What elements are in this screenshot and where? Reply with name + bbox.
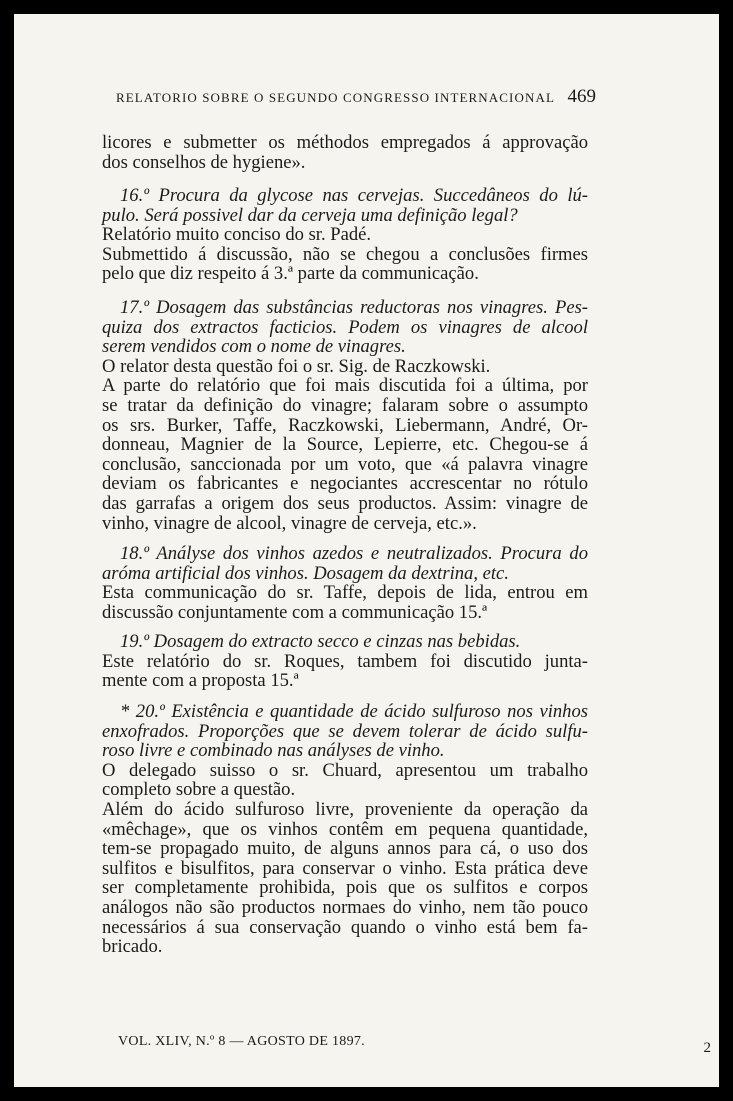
header-title: RELATORIO SOBRE O SEGUNDO CONGRESSO INTERNACIONAL — [116, 90, 555, 105]
text-line: Submettido á discussão, não se chegou a conclusões firmes — [102, 243, 588, 265]
section-17-title-line: quiza dos extractos facticios. Podem os vinagres de alcool — [102, 316, 588, 338]
section-20-title-line: roso livre e combinado nas anályses de vinho. — [102, 740, 445, 762]
text-line: dos conselhos de hygiene». — [102, 151, 306, 173]
section-20-title-line: enxofrados. Proporções que se devem tolerar de ácido sulfu- — [102, 720, 588, 742]
section-18-title-line: 18.º Anályse dos vinhos azedos e neutralizados. Procura do — [120, 543, 588, 564]
section-19-title-line: 19.º Dosagem do extracto secco e cinzas nas bebidas. — [120, 631, 521, 652]
text-line: os srs. Burker, Taffe, Raczkowski, Liebermann, André, Or- — [102, 414, 588, 436]
section-20 — [102, 702, 588, 957]
text-line: sulfitos e bisulfitos, para conservar o vinho. Esta prática deve — [102, 857, 588, 879]
text-line: tem-se propagado muito, de alguns annos para cá, o uso dos — [102, 838, 588, 860]
text-line: necessários á sua conservação quando o vinho está bem fa- — [102, 916, 588, 938]
text-line: Esta communicação do sr. Taffe, depois de lida, entrou em — [102, 582, 588, 604]
text-line: discussão conjuntamente com a communicação 15.ª — [102, 601, 488, 623]
section-16-title-line: pulo. Será possivel dar da cerveja uma definição legal? — [102, 204, 518, 226]
text-line: vinho, vinagre de alcool, vinagre de cerveja, etc.». — [102, 512, 477, 534]
signature-mark: 2 — [703, 1040, 711, 1056]
section-16-title-line: 16.º Procura da glycose nas cervejas. Succedâneos do lú- — [120, 185, 588, 206]
text-line: «mêchage», que os vinhos contêm em pequena quantidade, — [102, 818, 588, 840]
text-line: mente com a proposta 15.ª — [102, 670, 299, 692]
text-line: Além do ácido sulfuroso livre, proveniente da operação da — [102, 798, 588, 820]
section-16 — [102, 186, 588, 284]
section-17 — [102, 298, 588, 533]
text-line: conclusão, sanccionada por um voto, que «á palavra vinagre — [102, 453, 588, 475]
text-line: bricado. — [102, 936, 163, 958]
text-line: deviam os fabricantes e negociantes accrescentar no rótulo — [102, 473, 588, 495]
text-line: das garrafas a origem dos seus productos. Assim: vinagre de — [102, 492, 588, 514]
text-line: Este relatório do sr. Roques, tambem foi discutido junta- — [102, 650, 588, 672]
section-18 — [102, 544, 588, 622]
section-20-title-line: * 20.º Existência e quantidade de ácido sulfuroso nos vinhos — [120, 701, 588, 722]
text-line: análogos não são productos normaes do vinho, nem tão pouco — [102, 896, 588, 918]
section-17-title-line: serem vendidos com o nome de vinagres. — [102, 336, 406, 358]
text-line: ser completamente prohibida, pois que os sulfitos e corpos — [102, 877, 588, 899]
footer-citation: VOL. XLIV, N.º 8 — AGOSTO DE 1897. — [118, 1034, 365, 1049]
text-line: A parte do relatório que foi mais discutida foi a última, por — [102, 375, 588, 397]
text-line: donneau, Magnier de la Source, Lepierre, etc. Chegou-se á — [102, 434, 588, 456]
text-line: se tratar da definição do vinagre; falaram sobre o assumpto — [102, 394, 588, 416]
text-line: pelo que diz respeito á 3.ª parte da communicação. — [102, 263, 479, 285]
running-header — [116, 86, 596, 107]
section-18-title-line: aróma artificial dos vinhos. Dosagem da dextrina, etc. — [102, 562, 509, 584]
page-number: 469 — [567, 86, 596, 107]
text-line: O relator desta questão foi o sr. Sig. de Raczkowski. — [102, 355, 491, 377]
section-17-title-line: 17.º Dosagem das substâncias reductoras nos vinagres. Pes- — [120, 297, 588, 318]
text-line: completo sobre a questão. — [102, 779, 296, 801]
text-line: O delegado suisso o sr. Chuard, apresentou um trabalho — [102, 759, 588, 781]
section-19 — [102, 632, 588, 691]
paragraph-continuation — [102, 133, 588, 172]
text-line: licores e submetter os méthodos empregados á approvação — [102, 132, 588, 153]
text-line: Relatório muito conciso do sr. Padé. — [102, 224, 372, 246]
